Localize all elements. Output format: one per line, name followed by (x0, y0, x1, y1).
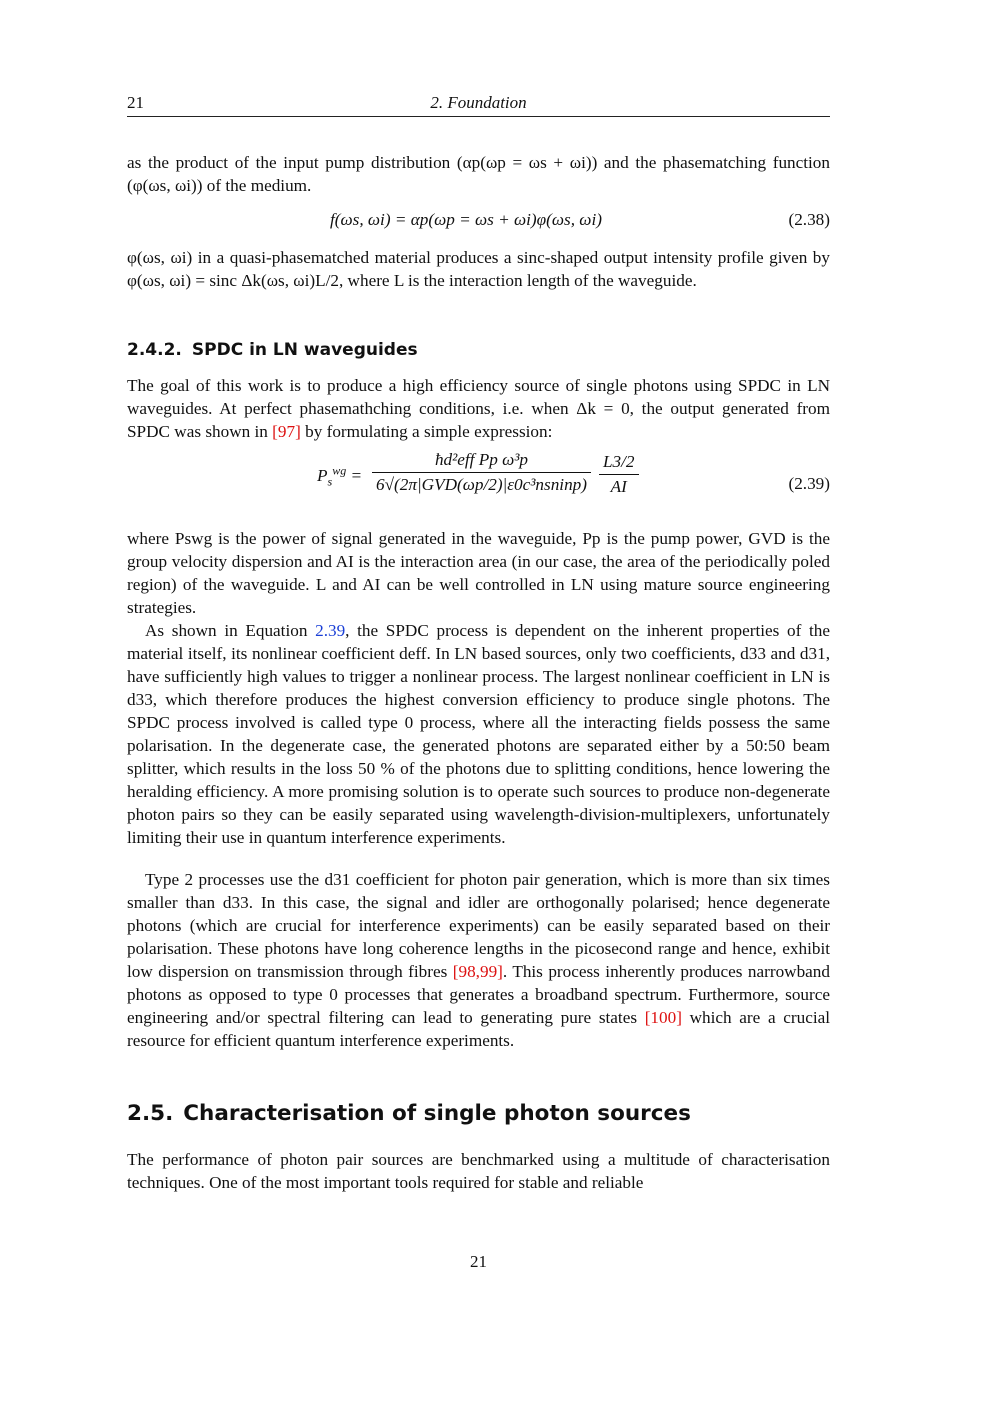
intro-paragraph: as the product of the input pump distribution (αp(ωp = ωs + ωi)) and the phasematching function (φ(ωs, ωi)) of the medium. (127, 153, 830, 195)
para4-text-b: . This process inherently produces narrowband photons as opposed to type 0 processes that generates a broadband spectrum. Furthermore, source engineering and/or spectral filtering can lead to generating pure states (127, 962, 830, 1027)
section-heading (127, 1101, 691, 1126)
header-page-number: 21 (127, 93, 144, 112)
equation-2-39-denominator: 6√(2π|GVD(ωp/2)|ε0c³nsninp) (376, 475, 587, 494)
paragraph-type0 (127, 619, 830, 849)
para4-text-a: Type 2 processes use the d31 coefficient for photon pair generation, which is more than six times smaller than d33. In this case, the signal and idler are orthogonally polarised; hence degenerate photons (which are crucial for interference experiments) can be easily separated based on their polarisation. These photons have long coherence lengths in the picosecond range and hence, exhibit low dispersion on transmission through fibres (127, 870, 830, 981)
paragraph-spdc-goal (127, 374, 830, 443)
phasematching-paragraph: φ(ωs, ωi) in a quasi-phasematched material produces a sinc-shaped output intensity profile given by φ(ωs, ωi) = sinc Δk(ωs, ωi)L/2, where L is the interaction length of the waveguide. (127, 248, 830, 290)
running-head (127, 92, 830, 117)
citation-100[interactable]: [100] (644, 1008, 682, 1027)
equation-2-38 (127, 210, 830, 236)
subsection-title: SPDC in LN waveguides (191, 340, 418, 360)
equation-reference-2-39[interactable]: 2.39 (315, 621, 346, 640)
section-number: 2.5. (127, 1101, 174, 1126)
equation-2-39-area: AI (610, 477, 627, 496)
para3-text-before: As shown in Equation (145, 621, 316, 640)
para1-text-after: by formulating a simple expression: (300, 422, 553, 441)
header-chapter-title: 2. Foundation (430, 93, 527, 112)
equation-2-39 (127, 450, 830, 520)
equation-2-38-body: f(ωs, ωi) = αp(ωp = ωs + ωi)φ(ωs, ωi) (330, 210, 602, 229)
equation-2-38-tag: (2.38) (788, 210, 830, 229)
equation-2-39-lhs: $P_s^{wg}$ = (317, 463, 363, 489)
para1-text-before: The goal of this work is to produce a high efficiency source of single photons using SPDC in LN waveguides. At perfect phasemathching conditions, i.e. when Δk = 0, the output generated from SPDC was shown in (127, 376, 830, 441)
subsection-heading (127, 340, 418, 360)
footer-page-number: 21 (470, 1252, 487, 1271)
equation-2-39-numerator: ħd²eff Pp ω³p (372, 450, 591, 473)
paragraph-where: where Pswg is the power of signal generated in the waveguide, Pp is the pump power, GVD is the group velocity dispersion and AI is the interaction area (in our case, the area of the periodically poled region) of the waveguide. L and AI can be well controlled in LN using mature source engineering strategies. (127, 529, 830, 617)
subsection-number: 2.4.2. (127, 340, 182, 360)
citation-98-99[interactable]: [98,99] (452, 962, 503, 981)
equation-2-39-fraction (372, 450, 591, 495)
section-title: Characterisation of single photon sources (183, 1101, 691, 1126)
equation-2-39-length-area (599, 452, 639, 497)
para4-text-c: which are a crucial resource for efficient quantum interference experiments. (127, 1008, 831, 1050)
citation-97[interactable]: [97] (272, 422, 301, 441)
equation-2-39-length: L3/2 (599, 452, 639, 475)
para3-text-after: , the SPDC process is dependent on the inherent properties of the material itself, its nonlinear coefficient deff. In LN based sources, only two coefficients, d33 and d31, have sufficiently high values to trigger a nonlinear process. The largest nonlinear coefficient in LN is d33, which therefore produces the highest conversion efficiency to produce single photons. The SPDC process involved is called type 0 process, where all the interacting fields possess the same polarisation. In the degenerate case, the generated photons are separated either by a 50:50 beam splitter, which results in the loss 50 % of the photons due to splitting conditions, hence lowering the heralding efficiency. A more promising solution is to operate such sources to produce non-degenerate photon pairs so they can be easily separated using wavelength-division-multiplexers, unfortunately limiting their use in quantum interference experiments. (127, 621, 831, 847)
paragraph-type2 (127, 868, 830, 1052)
equation-2-39-tag: (2.39) (788, 474, 830, 493)
paragraph-characterisation: The performance of photon pair sources are benchmarked using a multitude of characterisation techniques. One of the most important tools required for stable and reliable (127, 1150, 830, 1192)
